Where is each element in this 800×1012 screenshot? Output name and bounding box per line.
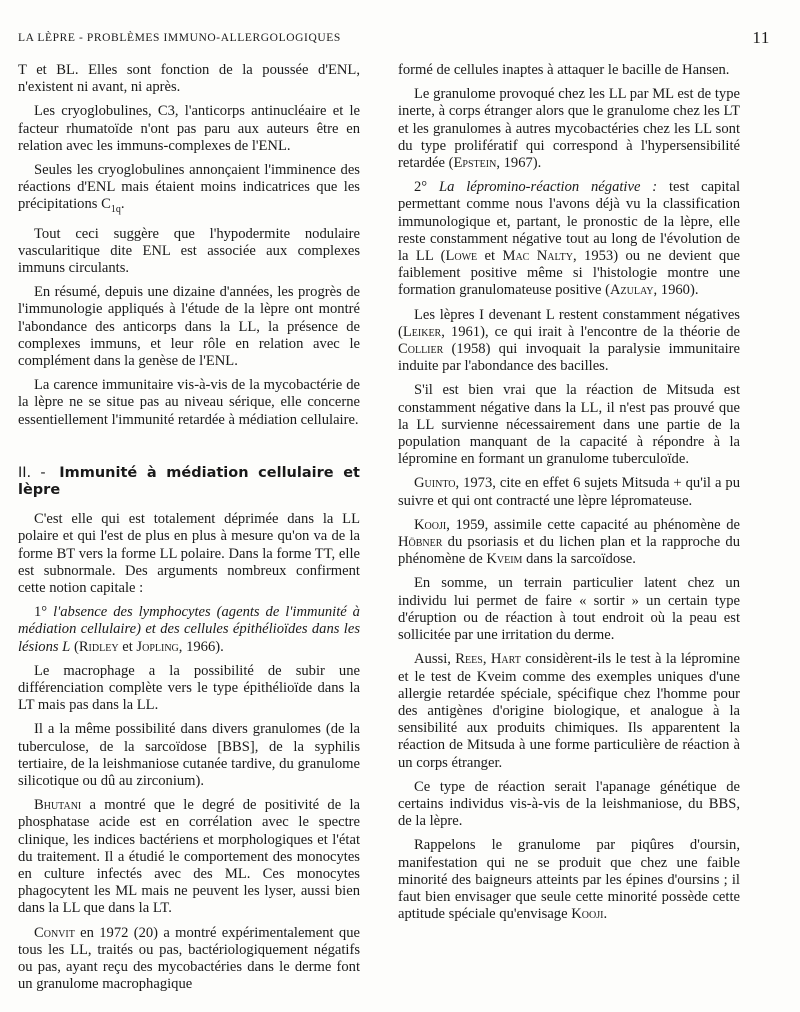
author-ref: Mac Nalty <box>502 248 573 265</box>
paragraph <box>398 475 740 509</box>
paragraph <box>398 651 740 771</box>
paragraph <box>398 179 740 299</box>
text: test capital permettant comme nous l'avons déjà vu la classification immunologique et, partant, le pronostic de la lèpre, elle reste constamment négative tout au long de l'évolution de la LL ( <box>398 179 740 265</box>
paragraph: C'est elle qui est totalement déprimée dans la LL polaire et qui l'est de plus en plus à mesure qu'on va de la forme BT vers la forme LL polaire. Dans la forme TT, elle est subnormale. Des arguments nombreux confirment cette notion capitale : <box>18 511 360 596</box>
author-ref: Epstein <box>453 155 497 172</box>
section-number: II. - <box>18 464 46 481</box>
paragraph <box>398 837 740 923</box>
page-number: 11 <box>752 28 770 47</box>
list-number: 2° <box>414 179 428 196</box>
text: Aussi, <box>414 651 451 668</box>
paragraph <box>398 86 740 172</box>
list-number: 1° <box>34 604 48 621</box>
paragraph: En somme, un terrain particulier latent chez un individu lui permet de faire « sortir » un certain type d'éruption ou de réaction à tout endroit où la peau est sollicitée par une irritation du derme. <box>398 575 740 644</box>
author-ref: Azulay <box>609 282 654 299</box>
text: , 1967). <box>496 155 542 172</box>
italic-text: La lépromino-réaction négative : <box>438 179 658 196</box>
section-heading <box>18 465 360 499</box>
author-ref: Kooji <box>414 516 447 533</box>
text: , 1973, cite en effet 6 sujets Mitsuda + qu'il a pu suivre et qui ont contracté une lèpre lépromateuse. <box>398 475 740 509</box>
paragraph: formé de cellules inaptes à attaquer le bacille de Hansen. <box>398 62 730 78</box>
author-ref: Ridley <box>78 638 119 655</box>
author-ref: Kooji <box>571 906 604 923</box>
text: , 1966). <box>178 638 224 655</box>
text: considèrent-ils le test à la lépromine et le test de Kveim comme des exemples uniques d'une allergie retardée spéciale, spécifique chez l'homme pour des antigènes d'origine biologique, et analogue à la sensibilité aux produits chimiques. Ils apparentent la réaction de Mitsuda à une forme particulière de réaction à un corps étranger. <box>398 651 740 771</box>
author-ref: Guinto <box>414 475 456 492</box>
text: a montré que le degré de positivité de la phosphatase acide est en corrélation avec le spectre clinique, les indices bactériens et morphologiques et l'état du traitement. Il a étudié le comportement des monocytes en culture infectés avec des ML. Ces monocytes phagocytent les ML mais ne peuvent les lyser, aussi bien dans la LL que dans la LT. <box>18 797 360 917</box>
author-ref: Jopling <box>136 638 179 655</box>
paragraph: Les cryoglobulines, C3, l'anticorps antinucléaire et le facteur rhumatoïde n'ont pas paru aux auteurs être en relation avec les immuns-complexes de l'ENL. <box>18 103 360 154</box>
author-ref: Convit <box>34 924 75 941</box>
paragraph <box>18 925 360 994</box>
running-head <box>18 30 770 50</box>
paragraph: Le macrophage a la possibilité de subir une différenciation complète vers le type épithélioïde dans la LT mais pas dans la LL. <box>18 662 360 714</box>
text: , 1961), ce qui irait à l'encontre de la théorie de <box>441 323 740 340</box>
right-column <box>398 62 740 930</box>
text: . <box>603 906 608 923</box>
author-ref: Leiker <box>402 323 442 340</box>
paragraph: Ce type de réaction serait l'apanage génétique de certains individus vis-à-vis de la leishmaniose, du BBS, de la lèpre. <box>398 778 740 830</box>
italic-text: l'absence des lymphocytes (agents de l'immunité à médiation cellulaire) et des cellules épithélioïdes dans les lésions L <box>18 604 360 655</box>
text: Seules les cryoglobulines annonçaient l'imminence des réactions d'ENL mais étaient moins indicatrices que les précipitations C <box>18 162 360 213</box>
left-column <box>18 62 360 1000</box>
paragraph: Tout ceci suggère que l'hypodermite nodulaire vascularitique dite ENL est associée aux complexes immuns circulants. <box>18 225 360 276</box>
text: Les lèpres I devenant L restent constamment négatives ( <box>398 306 740 340</box>
text: et <box>484 248 496 265</box>
paragraph: En résumé, depuis une dizaine d'années, les progrès de l'immunologie appliqués à l'étude de la lèpre ont montré l'abondance des anticorps dans la LL, la présence de complexes immuns, et leur rôle en relation avec le complément dans la genèse de l'ENL. <box>18 284 360 369</box>
section-title: Immunité à médiation cellulaire et lèpre <box>18 464 360 498</box>
text: et <box>122 638 133 655</box>
text: , 1960). <box>653 282 699 299</box>
running-title: LA LÈPRE - PROBLÈMES IMMUNO-ALLERGOLOGIQUES <box>18 32 341 44</box>
text: (1958) qui invoquait la paralysie immunitaire induite par l'abondance des bacilles. <box>398 341 740 375</box>
text: Le granulome provoqué chez les LL par ML est de type inerte, à corps étranger alors que le granulome chez les LT et les granulomes à autres mycobactéries chez les LL sont du type prolifératif qui correspond à l'hypersensibilité retardée ( <box>398 86 740 172</box>
paragraph: S'il est bien vrai que la réaction de Mitsuda est constamment négative dans la LL, il n'est pas prouvé que la LL survienne nécessairement dans une partie de la population manquant de la capacité à répondre à la lépromine en formant un granulome tuberculoïde. <box>398 382 740 468</box>
subscript: 1q <box>110 204 121 216</box>
text: , <box>482 651 487 668</box>
author-ref: Höbner <box>398 534 443 551</box>
text: dans la sarcoïdose. <box>526 551 636 568</box>
paragraph: T et BL. Elles sont fonction de la poussée d'ENL, n'existent ni avant, ni après. <box>18 62 360 96</box>
paragraph: La carence immunitaire vis-à-vis de la mycobactérie de la lèpre ne se situe pas au niveau sérique, elle concerne essentiellement l'immunité retardée à médiation cellulaire. <box>18 377 360 428</box>
paragraph: Il a la même possibilité dans divers granulomes (de la tuberculose, de la sarcoïdose [BBS], de la syphilis tertiaire, de la leishmaniose cutanée tardive, du granulome silicotique ou dû au zirconium). <box>18 721 360 790</box>
text: Rappelons le granulome par piqûres d'oursin, manifestation qui ne se produit que chez une faible minorité des baigneurs atteints par les épines d'oursins ; il faut bien envisager que seule cette minorité possède cette aptitude spéciale qu'envisage <box>398 837 740 923</box>
paragraph: Seules les cryoglobulines annonçaient l'imminence des réactions d'ENL mais étaient moins indicatrices que les précipitations $C_{1q}$. <box>18 162 360 216</box>
text: en 1972 (20) a montré expérimentalement que tous les LL, traités ou pas, bactériologiquement négatifs ou pas, ayant reçu des mycobactéries dans le derme font un granulome macrophagique <box>18 924 360 993</box>
author-ref: Rees <box>455 651 483 668</box>
text: , 1953) ou ne devient que faiblement positive même si l'histologie montre une formation granulomateuse positive ( <box>398 248 740 299</box>
text: , 1959, assimile cette capacité au phénomène de <box>446 516 740 533</box>
author-ref: Bhutani <box>34 797 82 814</box>
paragraph: 1° l'absence des lymphocytes (agents de l'immunité à médiation cellulaire) et des cellules épithélioïdes dans les lésions L (Ridley et Jopling, 1966). <box>18 604 360 655</box>
paragraph <box>398 517 740 569</box>
author-ref: Kveim <box>486 551 523 568</box>
text: du psoriasis et du lichen plan et la rapproche du phénomène de <box>398 534 740 568</box>
author-ref: Lowe <box>445 248 478 265</box>
author-ref: Collier <box>398 341 444 358</box>
author-ref: Hart <box>490 651 521 668</box>
paragraph <box>18 797 360 917</box>
paragraph <box>398 307 740 376</box>
